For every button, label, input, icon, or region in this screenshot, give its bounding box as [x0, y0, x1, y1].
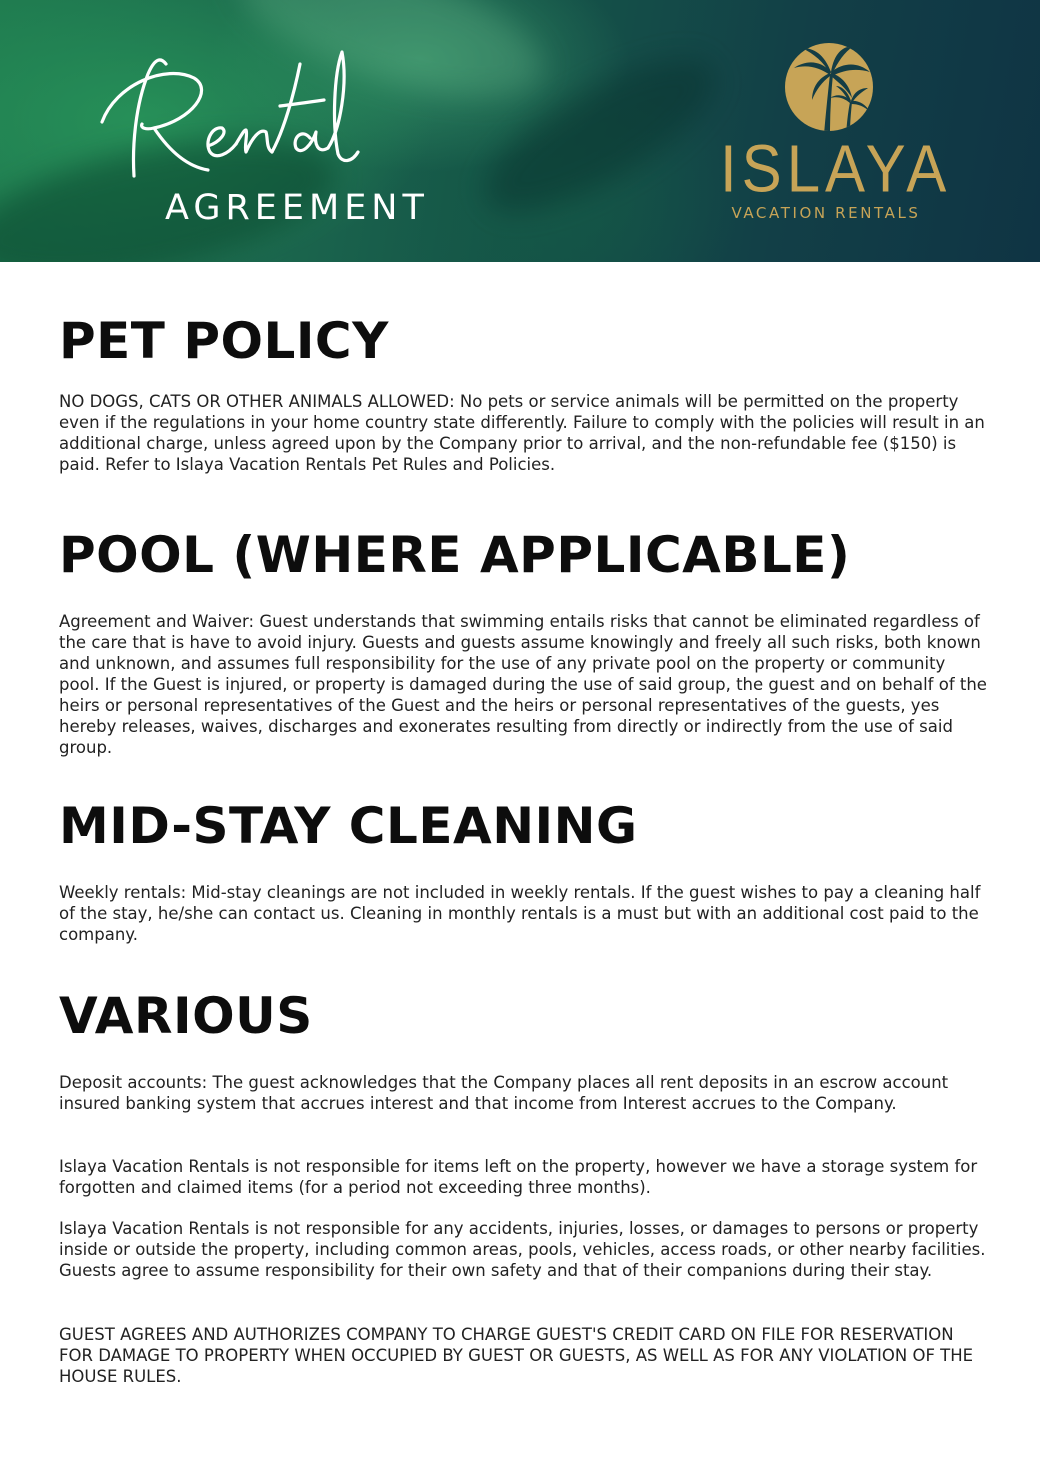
rental-script-wordmark — [96, 34, 436, 194]
palm-sun-icon — [784, 42, 874, 132]
header-banner — [0, 0, 1040, 262]
section-title-mid-stay-cleaning: MID-STAY CLEANING — [59, 797, 638, 855]
section-paragraph: Islaya Vacation Rentals is not responsible for any accidents, injuries, losses, or damages to persons or property inside or outside the property, including common areas, pools, vehicles, access roads, or other nearby facilities. Guests agree to assume responsibility for their own safety and that of their companions during their stay. — [59, 1219, 986, 1280]
islaya-logo — [720, 38, 952, 228]
section-title-pool: POOL (WHERE APPLICABLE) — [59, 526, 851, 584]
agreement-subtitle: AGREEMENT — [165, 188, 429, 228]
logo-brand-name: ISLAYA — [720, 130, 952, 207]
section-paragraph: Islaya Vacation Rentals is not responsible for items left on the property, however we have a storage system for forgotten and claimed items (for a period not exceeding three months). — [59, 1157, 978, 1197]
logo-tagline: VACATION RENTALS — [731, 204, 921, 222]
section-paragraph: NO DOGS, CATS OR OTHER ANIMALS ALLOWED: No pets or service animals will be permitted on the property even if the regulations in your home country state differently. Failure to comply with the policies will result in an additional charge, unless agreed upon by the Company prior to arrival, and the non-refundable fee ($150) is paid. Refer to Islaya Vacation Rentals Pet Rules and Policies. — [59, 392, 985, 474]
section-paragraph: Agreement and Waiver: Guest understands that swimming entails risks that cannot be eliminated regardless of the care that is have to avoid injury. Guests and guests assume knowingly and freely all such risks, both known and unknown, and assumes full responsibility for the use of any private pool on the property or community pool. If the Guest is injured, or property is damaged during the use of said group, the guest and on behalf of the heirs or personal representatives of the Guest and the heirs or personal representatives of the guests, yes hereby releases, waives, discharges and exonerates resulting from directly or indirectly from the use of said group. — [59, 612, 987, 757]
section-title-various: VARIOUS — [59, 987, 313, 1045]
section-paragraph: Weekly rentals: Mid-stay cleanings are not included in weekly rentals. If the guest wishes to pay a cleaning half of the stay, he/she can contact us. Cleaning in monthly rentals is a must but with an additional cost paid to the company. — [59, 883, 981, 944]
section-paragraph: GUEST AGREES AND AUTHORIZES COMPANY TO CHARGE GUEST'S CREDIT CARD ON FILE FOR RESERVATION FOR DAMAGE TO PROPERTY WHEN OCCUPIED BY GUEST OR GUESTS, AS WELL AS FOR ANY VIOLATION OF THE HOUSE RULES. — [59, 1325, 974, 1386]
section-title-pet-policy: PET POLICY — [59, 312, 389, 370]
section-paragraph: Deposit accounts: The guest acknowledges that the Company places all rent deposits in an escrow account insured banking system that accrues interest and that income from Interest accrues to the Company. — [59, 1073, 949, 1113]
